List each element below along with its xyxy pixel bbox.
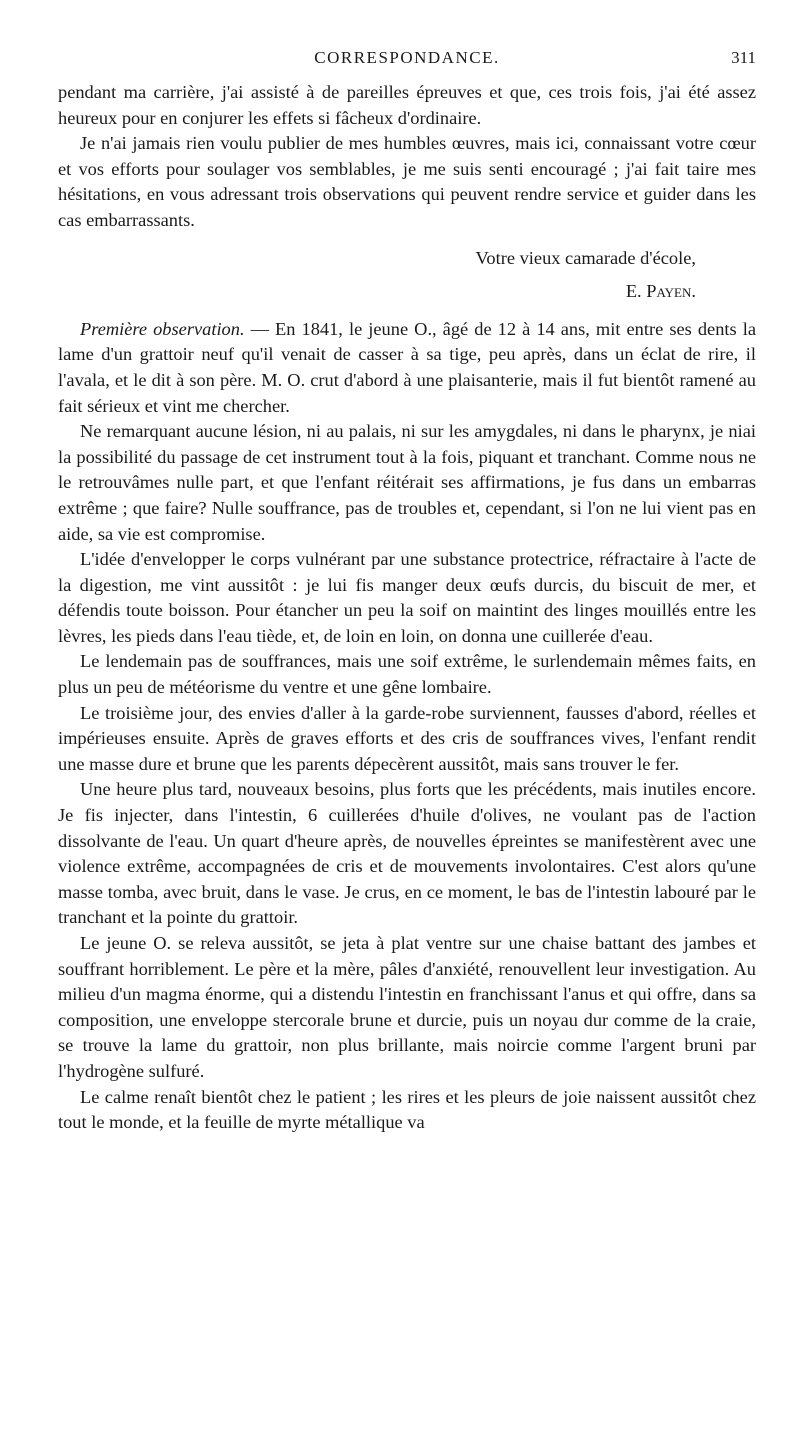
observation-paragraph-1 (58, 317, 756, 419)
observation-paragraph-4: Le lendemain pas de souffrances, mais une soif extrême, le surlendemain mêmes faits, en plus un peu de météorisme du ventre et une gêne lombaire. (58, 651, 756, 698)
running-head: CORRESPONDANCE. (314, 48, 500, 67)
signature-name: Payen. (646, 281, 696, 302)
observation-paragraph-5: Le troisième jour, des envies d'aller à la garde-robe surviennent, fausses d'abord, réelles et impérieuses ensuite. Après de graves efforts et des cris de souffrances vives, l'enfant rendit une masse dure et brune que les parents dépecèrent aussitôt, mais sans trouver le fer. (58, 702, 756, 774)
letter-closing: Votre vieux camarade d'école, (475, 247, 696, 268)
observation-paragraph-6: Une heure plus tard, nouveaux besoins, plus forts que les précédents, mais inutiles encore. Je fis injecter, dans l'intestin, 6 cuillerées d'huile d'olives, ne voulant pas de l'action dissolvante de l'eau. Un quart d'heure après, de nouvelles épreintes se manifestèrent avec une violence extrême, accompagnées de cris et de mouvements involontaires. C'est alors qu'une masse tomba, avec bruit, dans le vase. Je crus, en ce moment, le bas de l'intestin labouré par le tranchant et la pointe du grattoir. (58, 779, 756, 928)
letter-paragraph-1: pendant ma carrière, j'ai assisté à de pareilles épreuves et que, ces trois fois, j'ai été assez heureux pour en conjurer les effets si fâcheux d'ordinaire. (58, 82, 756, 128)
page-number: 311 (731, 48, 756, 67)
observation-paragraph-1-text: — En 1841, le jeune O., âgé de 12 à 14 ans, mit entre ses dents la lame d'un grattoir neuf qu'il venait de casser à sa tige, peu après, dans un éclat de rire, il l'avala, et le dit à son père. M. O. crut d'abord à une plaisanterie, mais il fut bientôt ramené au fait sérieux et vint me chercher. (58, 318, 756, 416)
page (58, 48, 756, 1136)
observation-paragraph-2: Ne remarquant aucune lésion, ni au palais, ni sur les amygdales, ni dans le pharynx, je niai la possibilité du passage de cet instrument tout à la fois, piquant et tranchant. Comme nous ne le retrouvâmes nulle part, et que l'enfant réitérait ses affirmations, je fus dans un embarras extrême ; que faire? Nulle souffrance, pas de troubles et, cependant, si l'on ne lui vient pas en aide, sa vie est compromise. (58, 421, 756, 544)
letter-paragraph-2: Je n'ai jamais rien voulu publier de mes humbles œuvres, mais ici, connaissant votre cœur et vos efforts pour soulager vos semblables, je me suis senti encouragé ; j'ai fait taire mes hésitations, en vous adressant trois observations qui peuvent rendre service et guider dans les cas embarrassants. (58, 133, 756, 230)
observation-heading: Première observation. (80, 318, 245, 339)
page-header (58, 48, 756, 80)
letter-signature (58, 279, 756, 305)
observation-paragraph-8: Le calme renaît bientôt chez le patient ; les rires et les pleurs de joie naissent aussitôt chez tout le monde, et la feuille de myrte métallique va (58, 1086, 756, 1133)
signature-initial: E. (625, 281, 647, 302)
observation-paragraph-3: L'idée d'envelopper le corps vulnérant par une substance protectrice, réfractaire à l'acte de la digestion, me vint aussitôt : je lui fis manger deux œufs durcis, du biscuit de mer, et défendis toute boisson. Pour étancher un peu la soif on maintint des linges mouillés entre les lèvres, les pieds dans l'eau tiède, et, de loin en loin, on donna une cuillerée d'eau. (58, 549, 756, 646)
observation-paragraph-7: Le jeune O. se releva aussitôt, se jeta à plat ventre sur une chaise battant des jambes et souffrant horriblement. Le père et la mère, pâles d'anxiété, renouvellent leur investigation. Au milieu d'un magma énorme, qui a distendu l'intestin en franchissant l'anus et qui offre, dans sa composition, une enveloppe stercorale brune et durcie, puis un noyau dur comme de la craie, se trouve la lame du grattoir, non plus brillante, mais noircie comme l'argent bruni par l'hydrogène sulfuré. (58, 933, 756, 1081)
